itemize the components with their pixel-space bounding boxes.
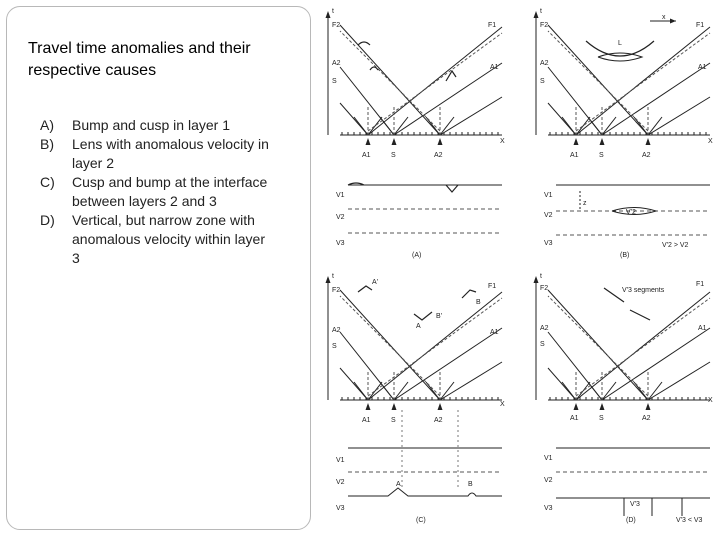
panel-c-t-axis: t bbox=[332, 273, 334, 280]
panel-b-point-a1: A1 bbox=[570, 152, 579, 159]
panel-d bbox=[534, 273, 714, 524]
cause-label: D) bbox=[40, 212, 55, 228]
panel-b-velocity-note: V'2 > V2 bbox=[662, 242, 689, 249]
panel-d-point-a1: A1 bbox=[570, 415, 579, 422]
cause-item bbox=[40, 211, 270, 268]
panel-d-caption: (D) bbox=[626, 517, 636, 524]
seismic-figure bbox=[314, 0, 720, 540]
panel-b-layer-v1: V1 bbox=[544, 192, 553, 199]
panel-c-label-a-prime: A' bbox=[372, 279, 379, 286]
cause-item bbox=[40, 135, 270, 173]
cause-list bbox=[40, 116, 270, 268]
panel-a-point-s: S bbox=[391, 152, 396, 159]
panel-d-layer-v2: V2 bbox=[544, 477, 553, 484]
panel-d-velocity-note: V'3 < V3 bbox=[676, 517, 703, 524]
panel-a-label-f2: F2 bbox=[332, 22, 341, 29]
panel-c-label-a: A bbox=[416, 323, 421, 330]
panel-a-label-s: S bbox=[332, 78, 337, 85]
panel-c-label-b: B bbox=[476, 299, 481, 306]
panel-d-label-f2: F2 bbox=[540, 285, 549, 292]
panel-a-point-a2: A2 bbox=[434, 152, 443, 159]
panel-b-layer-v2: V2 bbox=[544, 212, 553, 219]
panel-c-point-s: S bbox=[391, 417, 396, 424]
panel-c bbox=[326, 273, 506, 524]
panel-b-t-axis: t bbox=[540, 8, 542, 15]
panel-c-point-a2: A2 bbox=[434, 417, 443, 424]
panel-d-label-s: S bbox=[540, 341, 545, 348]
panel-b-label-a2: A2 bbox=[540, 60, 549, 67]
panel-d-point-s: S bbox=[599, 415, 604, 422]
slide-title: Travel time anomalies and their respective causes bbox=[28, 40, 251, 79]
panel-a-t-axis: t bbox=[332, 8, 334, 15]
panel-b-offset-x: x bbox=[662, 14, 666, 21]
panel-b-x-axis: X bbox=[708, 138, 713, 145]
panel-c-layer-v3: V3 bbox=[336, 505, 345, 512]
panel-b-caption: (B) bbox=[620, 252, 630, 259]
panel-c-layer-v1: V1 bbox=[336, 457, 345, 464]
text-panel bbox=[6, 6, 311, 530]
cause-label: B) bbox=[40, 136, 54, 152]
panel-c-caption: (C) bbox=[416, 517, 426, 524]
panel-b bbox=[534, 8, 714, 259]
panel-b-label-l: L bbox=[618, 40, 622, 47]
panel-c-label-f1: F1 bbox=[488, 283, 497, 290]
panel-c-interface-a: A bbox=[396, 481, 401, 488]
cause-item bbox=[40, 116, 270, 135]
panel-d-t-axis: t bbox=[540, 273, 542, 280]
panel-a-layer-v3: V3 bbox=[336, 240, 345, 247]
panel-d-layer-v3: V3 bbox=[544, 505, 553, 512]
panel-a-x-axis: X bbox=[500, 138, 505, 145]
cause-label: C) bbox=[40, 174, 55, 190]
panel-b-point-s: S bbox=[599, 152, 604, 159]
panel-a-label-a1: A1 bbox=[490, 64, 499, 71]
panel-c-label-s: S bbox=[332, 343, 337, 350]
panel-d-segment-note: V'3 segments bbox=[622, 287, 665, 294]
panel-d-layer-v1: V1 bbox=[544, 455, 553, 462]
panel-c-layer-v2: V2 bbox=[336, 479, 345, 486]
panel-b-label-s: S bbox=[540, 78, 545, 85]
panel-c-x-axis: X bbox=[500, 401, 505, 408]
panel-c-point-a1: A1 bbox=[362, 417, 371, 424]
panel-a-label-a2: A2 bbox=[332, 60, 341, 67]
panel-a-layer-v2: V2 bbox=[336, 214, 345, 221]
cause-text: Lens with anomalous velocity in layer 2 bbox=[72, 136, 269, 171]
panel-d-label-f1: F1 bbox=[696, 281, 705, 288]
panel-a bbox=[326, 8, 506, 259]
panel-a-point-a1: A1 bbox=[362, 152, 371, 159]
panel-a-caption: (A) bbox=[412, 252, 422, 259]
panel-b-label-f2: F2 bbox=[540, 22, 549, 29]
panel-b-lens-velocity: V'2 bbox=[626, 209, 636, 216]
panel-d-zone-label: V'3 bbox=[630, 501, 640, 508]
panel-b-depth-z: z bbox=[583, 200, 587, 207]
panel-c-label-f2: F2 bbox=[332, 287, 341, 294]
cause-item bbox=[40, 173, 270, 211]
cause-label: A) bbox=[40, 117, 54, 133]
panel-a-label-f1: F1 bbox=[488, 22, 497, 29]
panel-c-interface-b: B bbox=[468, 481, 473, 488]
cause-text: Bump and cusp in layer 1 bbox=[72, 117, 230, 133]
panel-d-x-axis: X bbox=[708, 397, 713, 404]
cause-text: Vertical, but narrow zone with anomalous velocity within layer 3 bbox=[72, 212, 265, 266]
panel-c-label-a2: A2 bbox=[332, 327, 341, 334]
cause-text: Cusp and bump at the interface between layers 2 and 3 bbox=[72, 174, 268, 209]
panel-c-label-b-prime: B' bbox=[436, 313, 443, 320]
panel-b-label-a1: A1 bbox=[698, 64, 707, 71]
panel-b-layer-v3: V3 bbox=[544, 240, 553, 247]
panel-d-label-a2: A2 bbox=[540, 325, 549, 332]
panel-a-layer-v1: V1 bbox=[336, 192, 345, 199]
panel-b-point-a2: A2 bbox=[642, 152, 651, 159]
panel-c-label-a1: A1 bbox=[490, 329, 499, 336]
panel-b-label-f1: F1 bbox=[696, 22, 705, 29]
panel-d-point-a2: A2 bbox=[642, 415, 651, 422]
panel-d-label-a1: A1 bbox=[698, 325, 707, 332]
